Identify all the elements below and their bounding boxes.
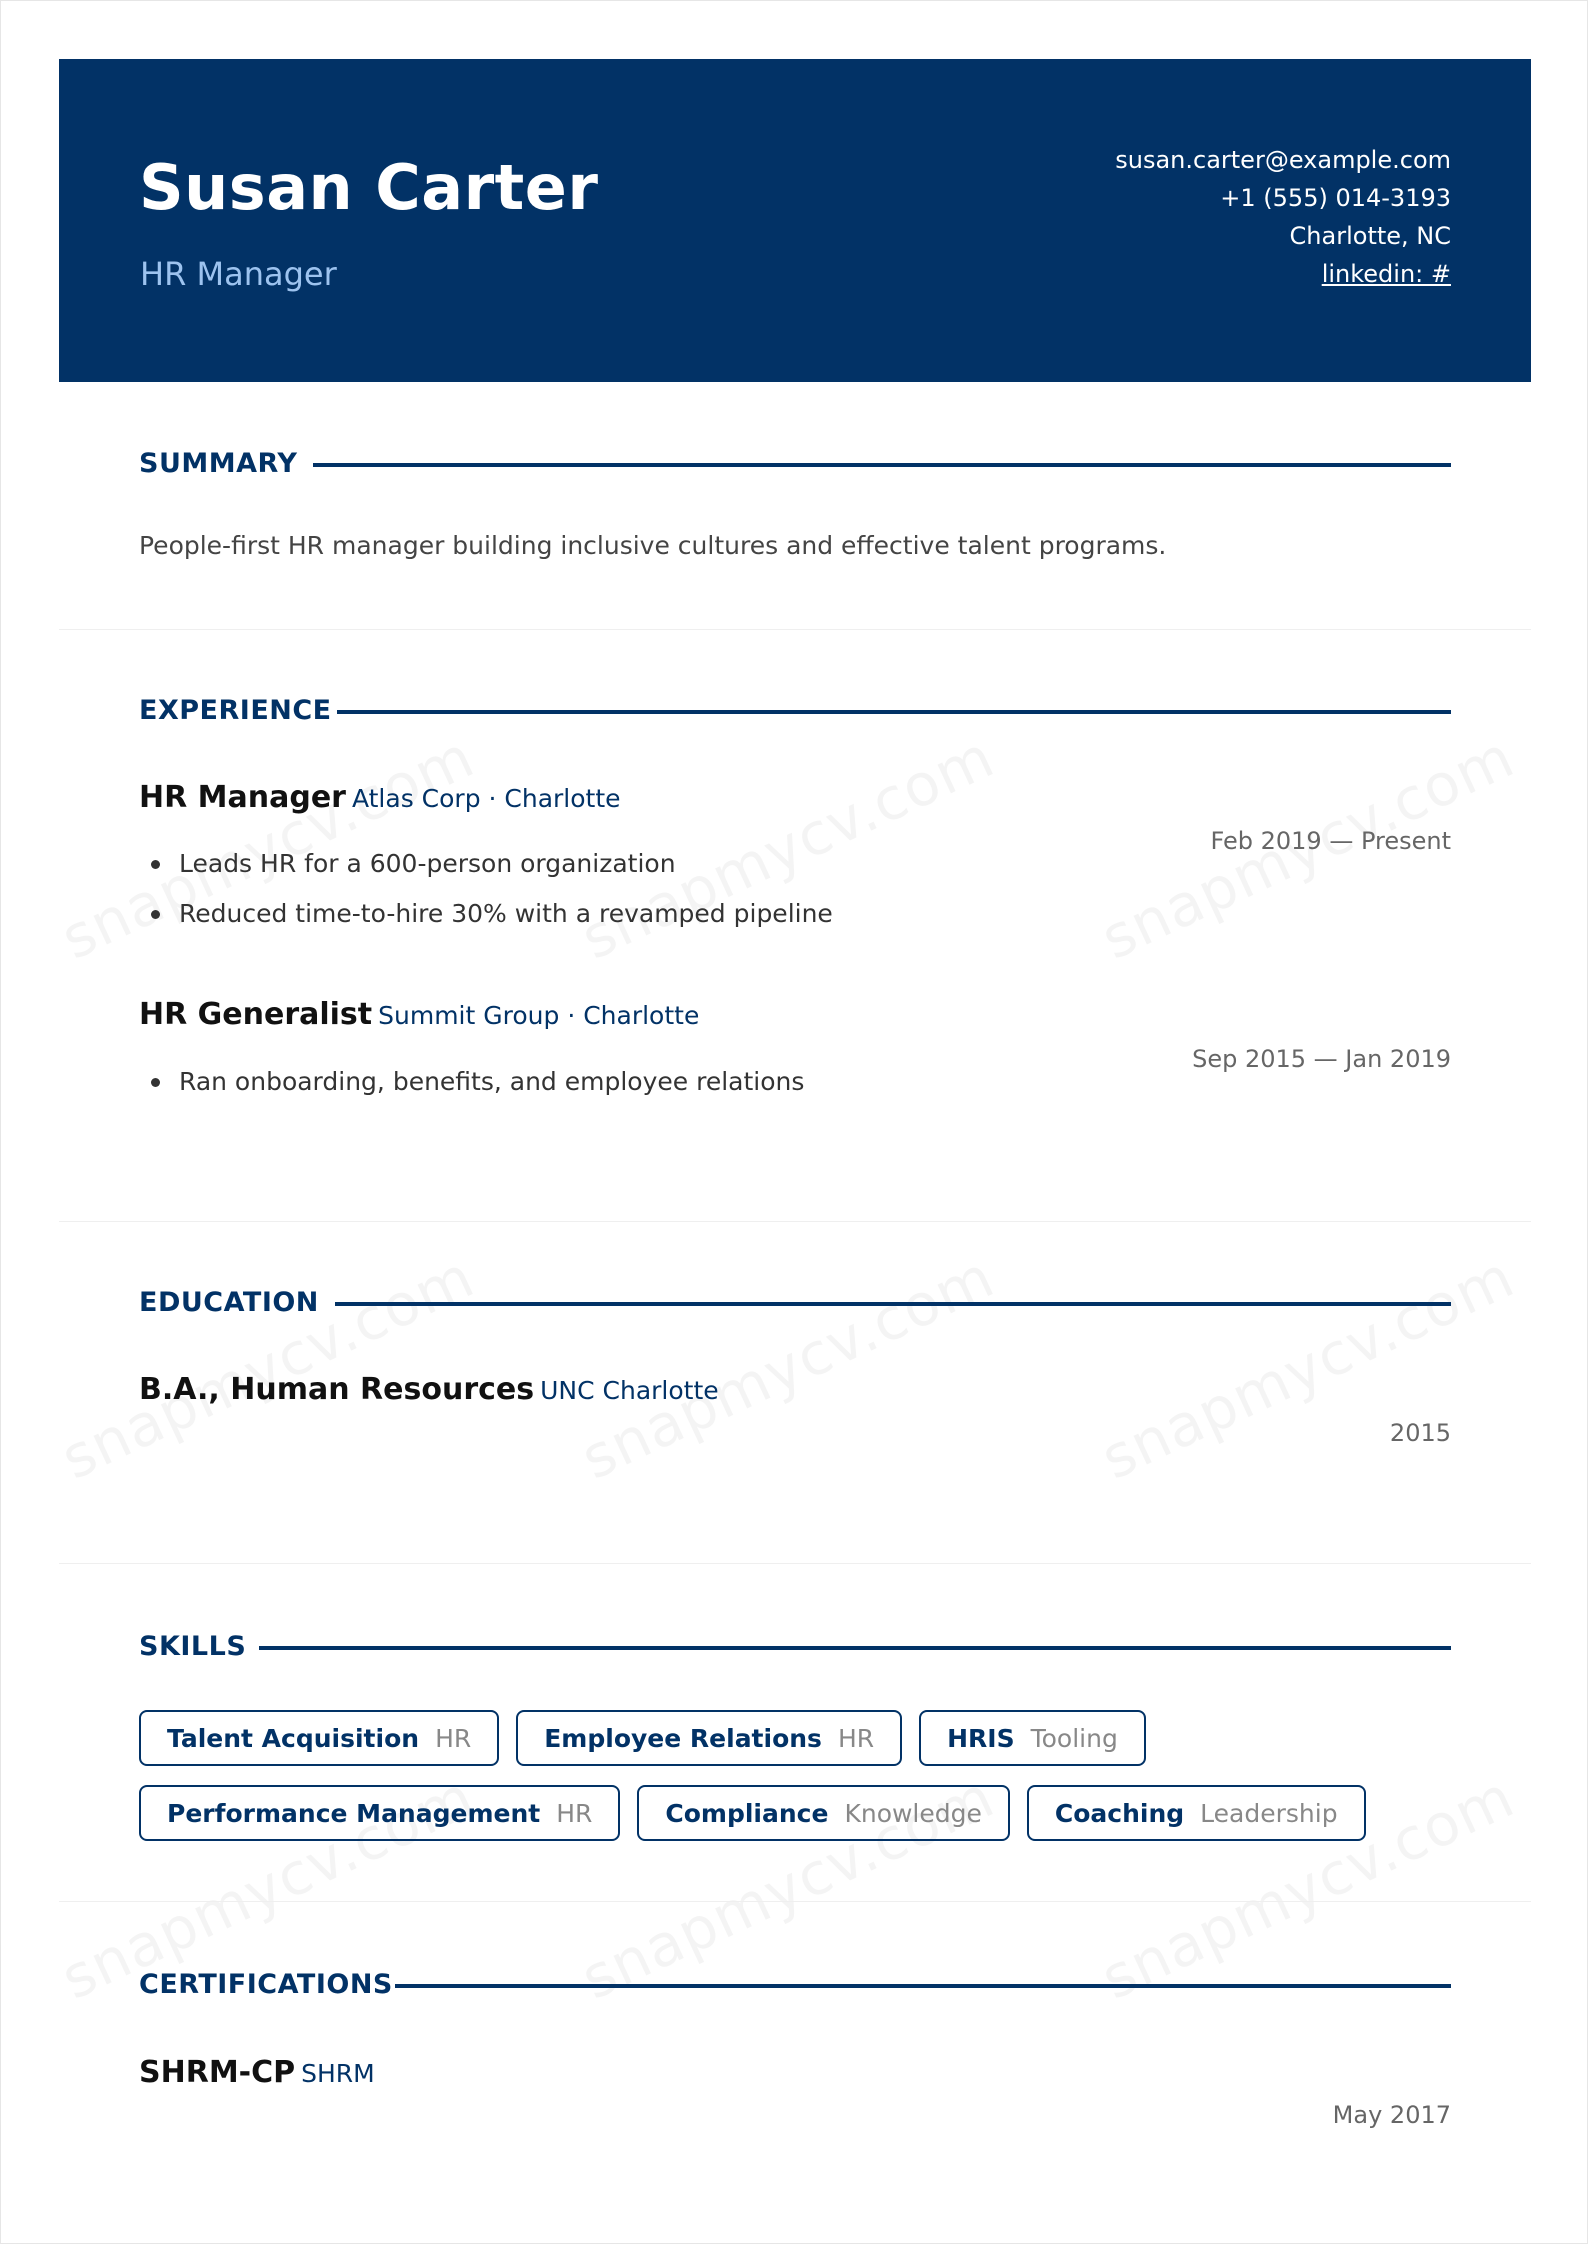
skill-chips bbox=[139, 1710, 1459, 1860]
job-bullets bbox=[179, 839, 833, 939]
section-title: CERTIFICATIONS bbox=[139, 1969, 393, 2000]
list-item: Ran onboarding, benefits, and employee relations bbox=[179, 1057, 804, 1107]
contact-info bbox=[1115, 141, 1451, 293]
certification-name: SHRM-CP bbox=[139, 2055, 296, 2090]
job-role: HR Manager bbox=[139, 780, 346, 815]
section-divider bbox=[59, 629, 1531, 630]
phone[interactable]: +1 (555) 014-3193 bbox=[1220, 184, 1451, 212]
list-item: Leads HR for a 600-person organization bbox=[179, 839, 833, 889]
job-dates: Feb 2019 — Present bbox=[1210, 827, 1451, 855]
skills-section bbox=[59, 1617, 1531, 1897]
summary-text: People-first HR manager building inclusive cultures and effective talent programs. bbox=[139, 531, 1167, 560]
email[interactable]: susan.carter@example.com bbox=[1115, 146, 1451, 174]
degree: B.A., Human Resources bbox=[139, 1372, 535, 1407]
skill-chip: HRIS Tooling bbox=[919, 1710, 1146, 1766]
job-org: Atlas Corp · Charlotte bbox=[351, 784, 621, 813]
section-rule bbox=[313, 463, 1451, 467]
list-item: Reduced time-to-hire 30% with a revamped pipeline bbox=[179, 889, 833, 939]
section-title: EXPERIENCE bbox=[139, 695, 332, 726]
certification-title bbox=[139, 2055, 375, 2090]
resume-header bbox=[59, 59, 1531, 382]
section-rule bbox=[335, 1302, 1451, 1306]
degree-title bbox=[139, 1372, 719, 1407]
skill-chip: Coaching Leadership bbox=[1027, 1785, 1366, 1841]
education-section bbox=[59, 1273, 1531, 1563]
location: Charlotte, NC bbox=[1289, 222, 1451, 250]
candidate-role: HR Manager bbox=[140, 255, 337, 293]
section-rule bbox=[337, 710, 1451, 714]
skill-row bbox=[139, 1710, 1459, 1766]
section-divider bbox=[59, 1221, 1531, 1222]
section-title: SKILLS bbox=[139, 1631, 247, 1662]
section-divider bbox=[59, 1901, 1531, 1902]
skill-chip: Talent Acquisition HR bbox=[139, 1710, 499, 1766]
job-dates: Sep 2015 — Jan 2019 bbox=[1192, 1045, 1451, 1073]
school: UNC Charlotte bbox=[540, 1376, 719, 1405]
skill-chip: Employee Relations HR bbox=[516, 1710, 902, 1766]
job-title bbox=[139, 780, 621, 815]
job-role: HR Generalist bbox=[139, 997, 373, 1032]
certifications-section bbox=[59, 1955, 1531, 2195]
job-title bbox=[139, 997, 699, 1032]
section-rule bbox=[395, 1984, 1451, 1988]
graduation-year: 2015 bbox=[1389, 1419, 1451, 1447]
skill-row bbox=[139, 1785, 1459, 1841]
skill-chip: Performance Management HR bbox=[139, 1785, 620, 1841]
certification-date: May 2017 bbox=[1332, 2101, 1451, 2129]
section-title: EDUCATION bbox=[139, 1287, 319, 1318]
candidate-name: Susan Carter bbox=[139, 151, 599, 224]
skill-chip: Compliance Knowledge bbox=[637, 1785, 1010, 1841]
experience-section bbox=[59, 681, 1531, 1221]
job-org: Summit Group · Charlotte bbox=[378, 1001, 700, 1030]
summary-section bbox=[59, 431, 1531, 631]
section-rule bbox=[259, 1646, 1451, 1650]
certification-issuer: SHRM bbox=[301, 2059, 375, 2088]
section-title: SUMMARY bbox=[139, 448, 298, 479]
linkedin-link[interactable]: linkedin: # bbox=[1321, 260, 1451, 288]
section-divider bbox=[59, 1563, 1531, 1564]
job-bullets bbox=[179, 1057, 804, 1107]
